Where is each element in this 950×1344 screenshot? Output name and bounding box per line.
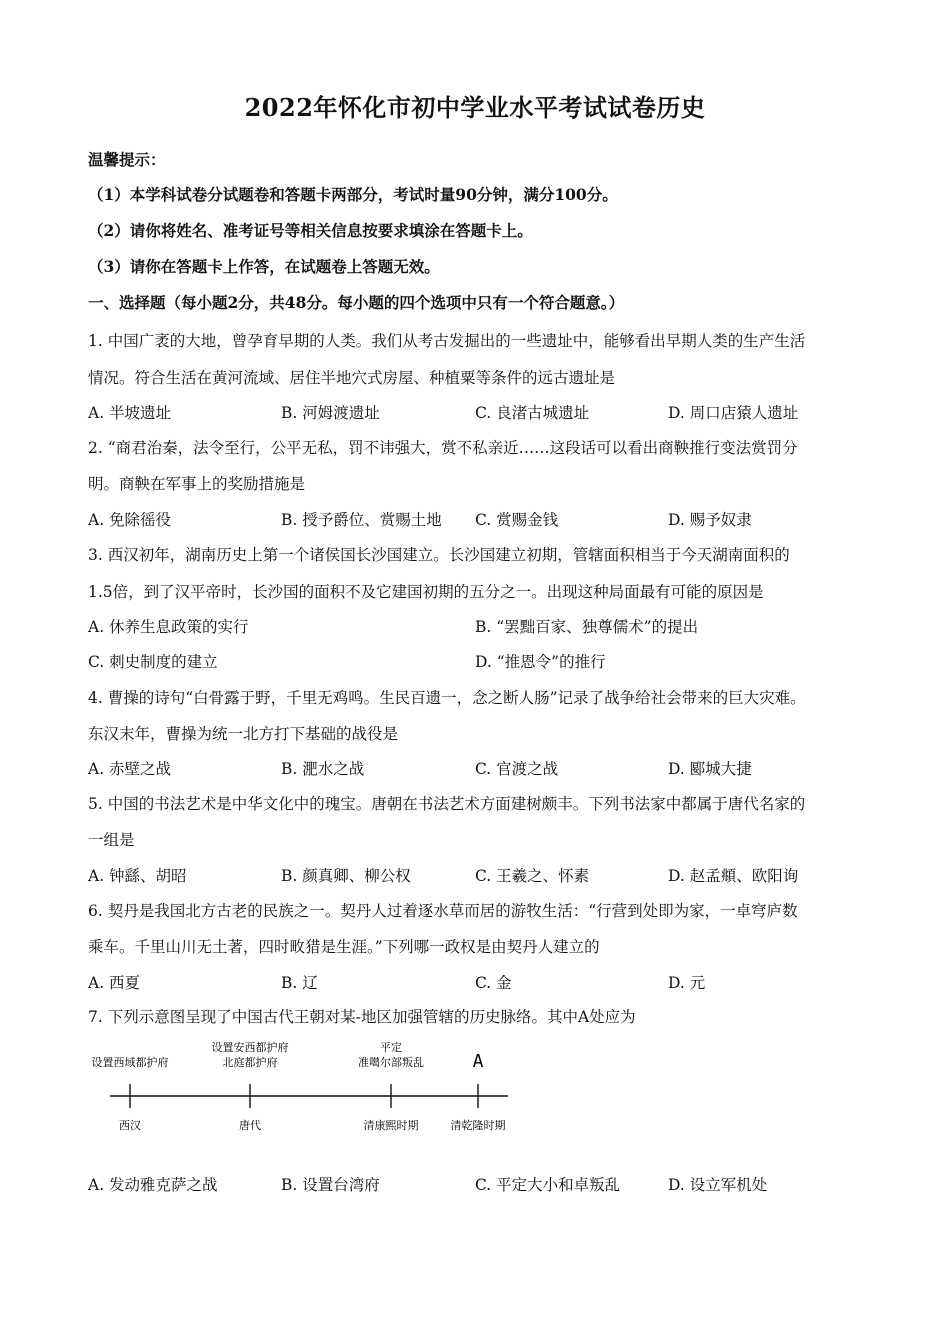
option-b[interactable]: B. 授予爵位、赏赐土地 <box>281 511 442 529</box>
option-d[interactable]: D. 郾城大捷 <box>668 760 752 778</box>
timeline-event-label-a: A <box>472 1051 484 1072</box>
question-text: 明。商鞅在军事上的奖励措施是 <box>88 475 306 493</box>
option-a[interactable]: A. 钟繇、胡昭 <box>88 867 187 885</box>
option-a[interactable]: A. 免除徭役 <box>88 511 172 529</box>
timeline-event-label: 设置西域都护府 <box>91 1056 169 1069</box>
option-a[interactable]: A. 发动雅克萨之战 <box>88 1176 218 1194</box>
tip-item: （3）请你在答题卡上作答，在试题卷上答题无效。 <box>88 257 440 276</box>
option-b[interactable]: B. 辽 <box>281 974 318 992</box>
timeline-period-label: 唐代 <box>239 1119 261 1132</box>
timeline-event-label: 北庭都护府 <box>222 1056 278 1069</box>
option-b[interactable]: B. 河姆渡遗址 <box>281 404 380 422</box>
option-c[interactable]: C. 官渡之战 <box>475 760 559 778</box>
option-d[interactable]: D. 赵孟頫、欧阳询 <box>668 867 799 885</box>
tip-item: （2）请你将姓名、准考证号等相关信息按要求填涂在答题卡上。 <box>88 221 533 240</box>
question-text: 7. 下列示意图呈现了中国古代王朝对某-地区加强管辖的历史脉络。其中A处应为 <box>88 1008 636 1026</box>
timeline-diagram <box>88 1036 528 1146</box>
question-text: 5. 中国的书法艺术是中华文化中的瑰宝。唐朝在书法艺术方面建树颇丰。下列书法家中都属于唐代名家的 <box>88 795 806 813</box>
option-b[interactable]: B. 设置台湾府 <box>281 1176 380 1194</box>
timeline-event-label: 准噶尔部叛乱 <box>358 1056 424 1069</box>
option-d[interactable]: D. 赐予奴隶 <box>668 511 752 529</box>
question-text: 1.5倍，到了汉平帝时，长沙国的面积不及它建国初期的五分之一。出现这种局面最有可能的原因是 <box>88 583 764 601</box>
section-heading: 一、选择题（每小题2分，共48分。每小题的四个选项中只有一个符合题意。） <box>88 293 625 312</box>
timeline-period-label: 西汉 <box>119 1119 141 1132</box>
question-text: 4. 曹操的诗句“白骨露于野，千里无鸡鸣。生民百遗一，念之断人肠”记录了战争给社会带来的巨大灾难。 <box>88 689 806 707</box>
tips-heading: 温馨提示： <box>88 150 166 169</box>
option-a[interactable]: A. 西夏 <box>88 974 141 992</box>
option-b[interactable]: B. “罢黜百家、独尊儒术”的提出 <box>475 618 699 636</box>
question-text: 1. 中国广袤的大地，曾孕育早期的人类。我们从考古发掘出的一些遗址中，能够看出早期人类的生产生活 <box>88 332 806 350</box>
option-c[interactable]: C. 王羲之、怀素 <box>475 867 590 885</box>
option-a[interactable]: A. 半坡遗址 <box>88 404 172 422</box>
question-text: 东汉末年，曹操为统一北方打下基础的战役是 <box>88 725 399 743</box>
option-a[interactable]: A. 赤壁之战 <box>88 760 172 778</box>
option-c[interactable]: C. 良渚古城遗址 <box>475 404 590 422</box>
option-d[interactable]: D. “推恩令”的推行 <box>475 653 606 671</box>
page-title: 2022年怀化市初中学业水平考试试卷历史 <box>244 93 706 122</box>
timeline-period-label: 清乾隆时期 <box>450 1119 506 1132</box>
option-d[interactable]: D. 周口店猿人遗址 <box>668 404 799 422</box>
option-d[interactable]: D. 元 <box>668 974 706 992</box>
option-c[interactable]: C. 平定大小和卓叛乱 <box>475 1176 621 1194</box>
option-a[interactable]: A. 休养生息政策的实行 <box>88 618 249 636</box>
question-text: 6. 契丹是我国北方古老的民族之一。契丹人过着逐水草而居的游牧生活：“行营到处即为家，一卓穹庐数 <box>88 902 798 920</box>
timeline-event-label: 平定 <box>380 1041 402 1054</box>
timeline-period-label: 清康熙时期 <box>363 1119 419 1132</box>
timeline-event-label: 设置安西都护府 <box>211 1041 289 1054</box>
option-b[interactable]: B. 淝水之战 <box>281 760 365 778</box>
option-c[interactable]: C. 赏赐金钱 <box>475 511 559 529</box>
option-c[interactable]: C. 金 <box>475 974 512 992</box>
option-d[interactable]: D. 设立军机处 <box>668 1176 768 1194</box>
question-text: 情况。符合生活在黄河流域、居住半地穴式房屋、种植粟等条件的远古遗址是 <box>88 369 616 387</box>
option-b[interactable]: B. 颜真卿、柳公权 <box>281 867 411 885</box>
tip-item: （1）本学科试卷分试题卷和答题卡两部分，考试时量90分钟，满分100分。 <box>88 185 618 204</box>
question-text: 一组是 <box>88 831 135 849</box>
question-text: 3. 西汉初年，湖南历史上第一个诸侯国长沙国建立。长沙国建立初期，管辖面积相当于今天湖南面积的 <box>88 546 790 564</box>
question-text: 2. “商君治秦，法令至行，公平无私，罚不讳强大，赏不私亲近……这段话可以看出商鞅推行变法赏罚分 <box>88 439 798 457</box>
option-c[interactable]: C. 刺史制度的建立 <box>88 653 218 671</box>
question-text: 乘车。千里山川无土著，四时畋猎是生涯。”下列哪一政权是由契丹人建立的 <box>88 938 600 956</box>
